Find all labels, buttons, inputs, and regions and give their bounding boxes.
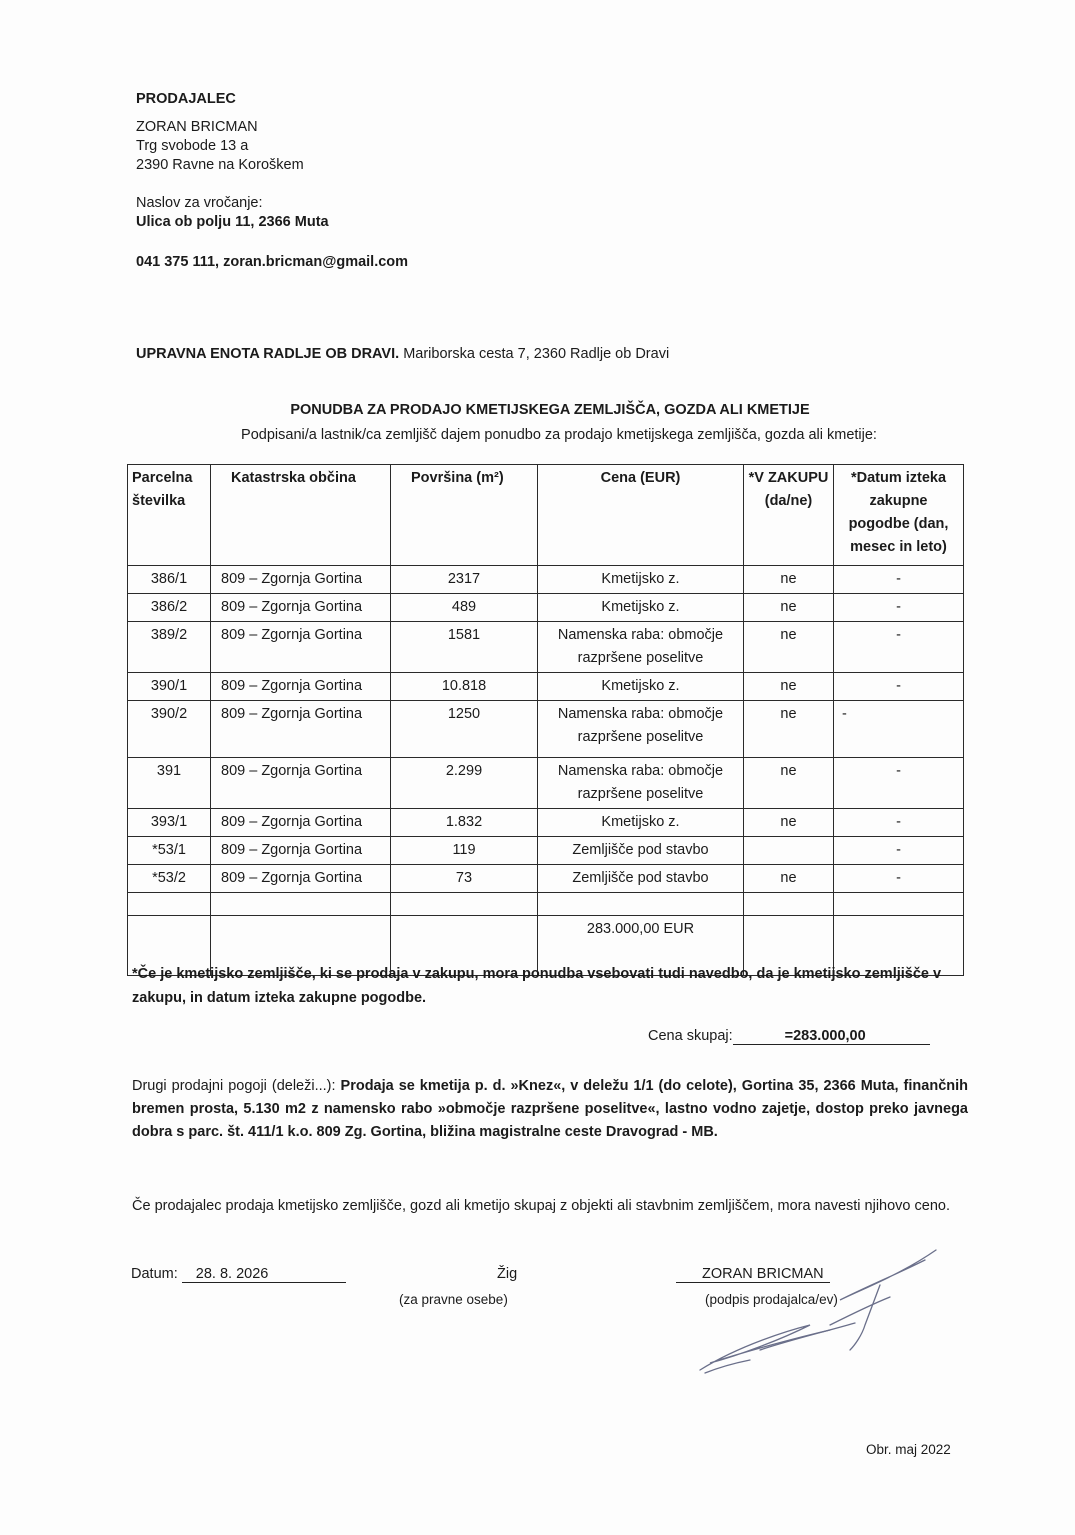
table-row [128,701,964,758]
authority-line [136,346,669,362]
cell-price: Namenska raba: območje razpršene poselitve [538,701,744,758]
table-row [128,758,964,809]
parcels-table [127,464,964,976]
header-lease: *V ZAKUPU (da/ne) [744,465,834,566]
offer-title: PONUDBA ZA PRODAJO KMETIJSKEGA ZEMLJIŠČA, GOZDA ALI KMETIJE [290,402,810,418]
objects-price-note: Če prodajalec prodaja kmetijsko zemljišče, gozd ali kmetijo skupaj z objekti ali stavbnim zemljiščem, mora navesti njihovo ceno. [132,1198,950,1214]
cell-lease-end: - [834,594,964,622]
cell-area: 1250 [391,701,538,758]
form-version: Obr. maj 2022 [866,1442,951,1457]
seller-street: Trg svobode 13 a [136,138,249,154]
date-line [131,1266,346,1283]
cell-area: 489 [391,594,538,622]
cell-municipality: 809 – Zgornja Gortina [211,673,391,701]
cell-parcel: 390/2 [128,701,211,758]
cell-area: 1.832 [391,809,538,837]
handwritten-signature [680,1245,950,1385]
cell-parcel: 386/1 [128,566,211,594]
cell-area: 2.299 [391,758,538,809]
cell-municipality: 809 – Zgornja Gortina [211,566,391,594]
cell-lease: ne [744,809,834,837]
cell-municipality: 809 – Zgornja Gortina [211,837,391,865]
cell-municipality: 809 – Zgornja Gortina [211,622,391,673]
cell-parcel: *53/1 [128,837,211,865]
table-empty-row [128,893,964,916]
total-price-label: Cena skupaj: [648,1028,733,1044]
sale-conditions-text: Prodaja se kmetija p. d. »Knez«, v deležu 1/1 (do celote), Gortina 35, 2366 Muta, finančnih bremen prosta, 5.130 m2 z namensko rabo »območje razpršene poselitve«, lastno vodno zajetje, dostop preko javnega dobra s parc. št. 411/1 k.o. 809 Zg. Gortina, bližina magistralne ceste Dravograd - MB. [132,1078,968,1140]
cell-lease-end: - [834,622,964,673]
header-price: Cena (EUR) [538,465,744,566]
cell-price: Kmetijsko z. [538,566,744,594]
cell-lease: ne [744,594,834,622]
date-label: Datum: [131,1266,178,1282]
cell-area: 1581 [391,622,538,673]
cell-price: Kmetijsko z. [538,673,744,701]
cell-lease-end: - [834,701,964,758]
seller-name: ZORAN BRICMAN [136,119,258,135]
cell-price: Zemljišče pod stavbo [538,865,744,893]
cell-municipality: 809 – Zgornja Gortina [211,809,391,837]
cell-price: Zemljišče pod stavbo [538,837,744,865]
cell-lease: ne [744,566,834,594]
cell-area: 2317 [391,566,538,594]
table-row [128,622,964,673]
table-row [128,566,964,594]
table-row [128,673,964,701]
total-price-value: =283.000,00 [733,1028,930,1045]
cell-lease-end: - [834,837,964,865]
cell-price: Namenska raba: območje razpršene poselitve [538,622,744,673]
stamp-sublabel: (za pravne osebe) [399,1292,508,1307]
signer-sublabel: (podpis prodajalca/ev) [705,1292,838,1307]
cell-lease-end: - [834,673,964,701]
offer-subtitle: Podpisani/a lastnik/ca zemljišč dajem ponudbo za prodajo kmetijskega zemljišča, gozda ali kmetije: [241,427,877,443]
cell-total-price: 283.000,00 EUR [538,916,744,976]
seller-city: 2390 Ravne na Koroškem [136,157,304,173]
cell-municipality: 809 – Zgornja Gortina [211,701,391,758]
seller-heading: PRODAJALEC [136,91,236,107]
cell-lease-end: - [834,566,964,594]
cell-lease: ne [744,622,834,673]
cell-lease [744,837,834,865]
seller-contact: 041 375 111, zoran.bricman@gmail.com [136,254,409,270]
cell-lease-end: - [834,865,964,893]
cell-parcel: *53/2 [128,865,211,893]
cell-parcel: 391 [128,758,211,809]
cell-municipality: 809 – Zgornja Gortina [211,758,391,809]
cell-price: Kmetijsko z. [538,594,744,622]
cell-municipality: 809 – Zgornja Gortina [211,594,391,622]
cell-lease: ne [744,701,834,758]
stamp-label: Žig [497,1266,518,1282]
table-header-row [128,465,964,566]
header-parcel: Parcelna številka [128,465,211,566]
header-lease-end: *Datum izteka zakupne pogodbe (dan, mesec in leto) [834,465,964,566]
cell-area: 119 [391,837,538,865]
table-row [128,865,964,893]
cell-lease: ne [744,865,834,893]
authority-address: Mariborska cesta 7, 2360 Radlje ob Dravi [399,346,670,362]
table-row [128,809,964,837]
cell-area: 10.818 [391,673,538,701]
cell-price: Namenska raba: območje razpršene poselitve [538,758,744,809]
cell-parcel: 393/1 [128,809,211,837]
sale-conditions [132,1075,968,1144]
cell-lease-end: - [834,758,964,809]
table-row [128,594,964,622]
total-price-line [648,1028,930,1045]
lease-footnote: *Če je kmetijsko zemljišče, ki se prodaja v zakupu, mora ponudba vsebovati tudi navedbo, da je kmetijsko zemljišče v zakupu, in datum izteka zakupne pogodbe. [132,966,942,1006]
cell-parcel: 390/1 [128,673,211,701]
delivery-address: Ulica ob polju 11, 2366 Muta [136,214,329,230]
header-area: Površina (m²) [391,465,538,566]
delivery-address-label: Naslov za vročanje: [136,195,263,211]
cell-price: Kmetijsko z. [538,809,744,837]
date-value: 28. 8. 2026 [182,1266,346,1283]
signer-name: ZORAN BRICMAN [676,1266,830,1283]
cell-lease: ne [744,673,834,701]
header-municipality: Katastrska občina [211,465,391,566]
cell-area: 73 [391,865,538,893]
cell-parcel: 386/2 [128,594,211,622]
cell-parcel: 389/2 [128,622,211,673]
cell-lease-end: - [834,809,964,837]
authority-name: UPRAVNA ENOTA RADLJE OB DRAVI. [136,346,400,362]
cell-lease: ne [744,758,834,809]
cell-municipality: 809 – Zgornja Gortina [211,865,391,893]
sale-conditions-label: Drugi prodajni pogoji (deleži...): [132,1078,341,1094]
table-row [128,837,964,865]
